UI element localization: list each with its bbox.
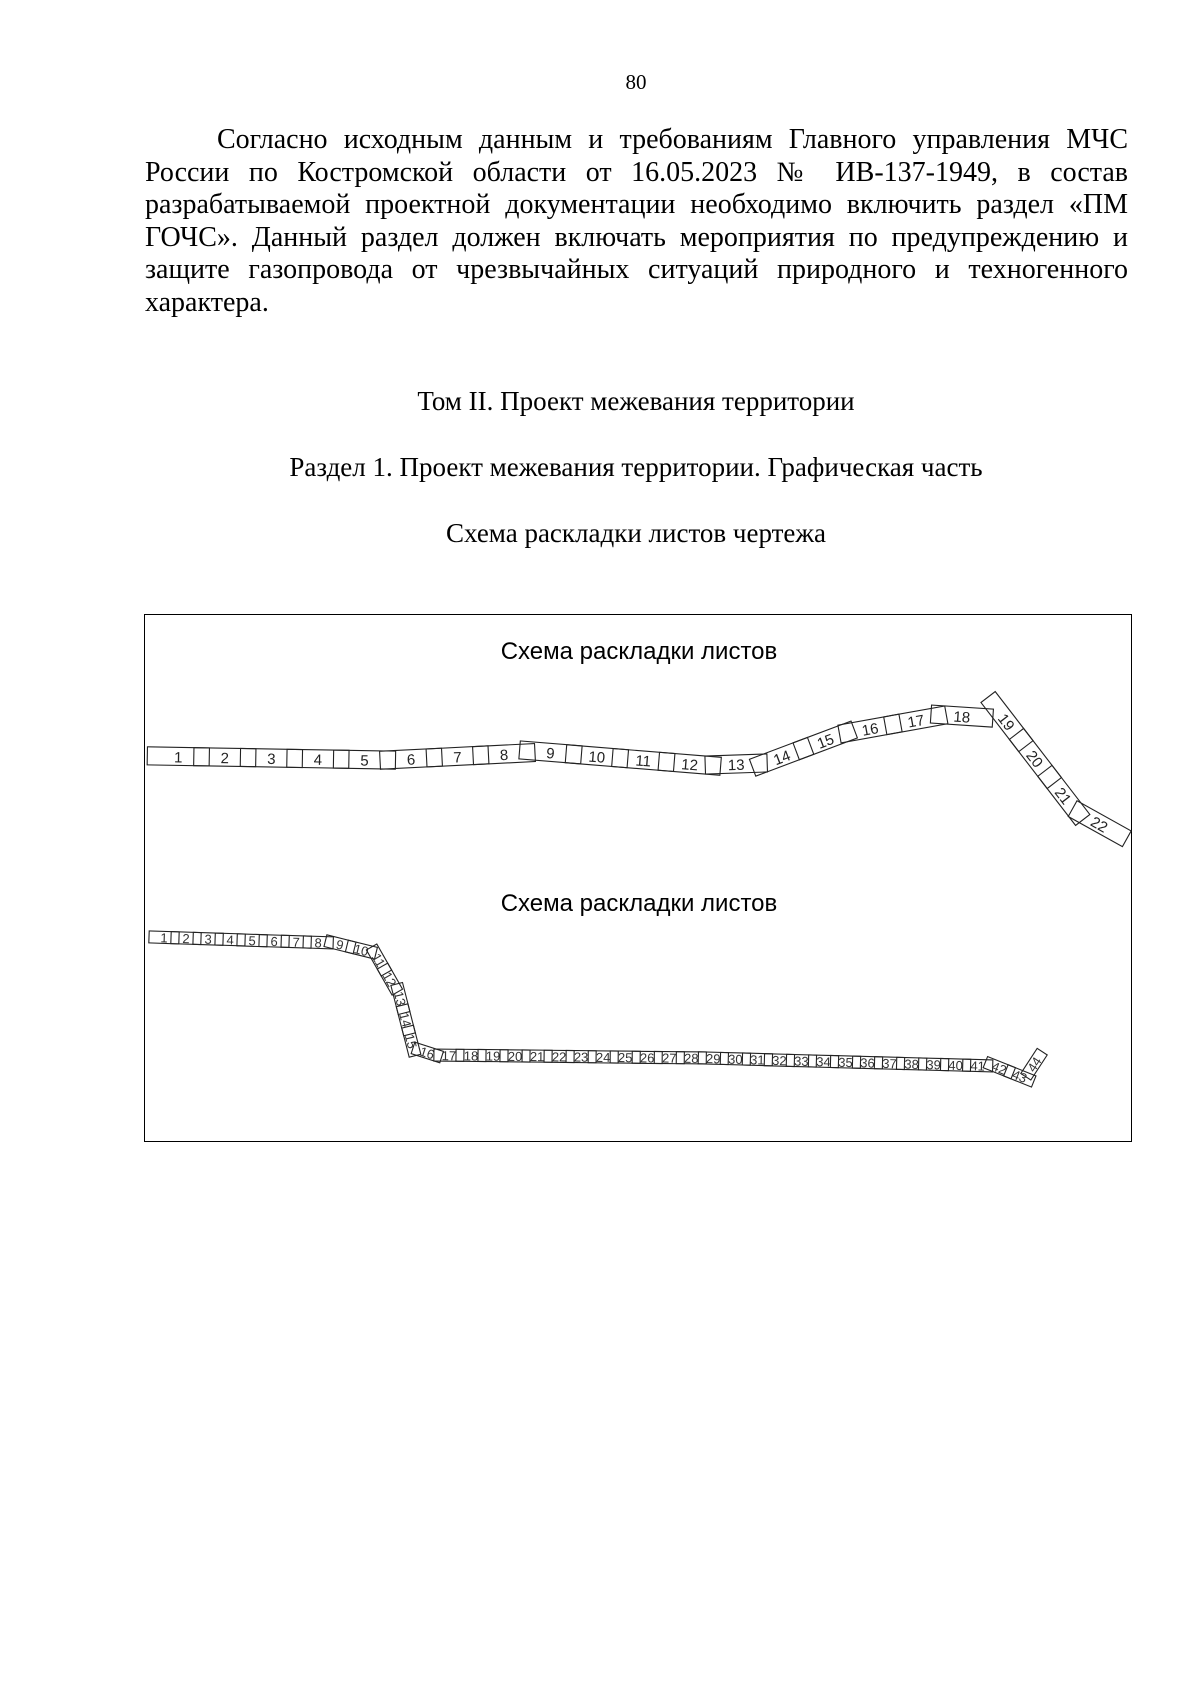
sheet-layout-drawing xyxy=(145,615,1133,1143)
scheme-2-sheet-label: 39 xyxy=(926,1057,942,1073)
scheme-1-sheet-21 xyxy=(1037,765,1090,826)
scheme-2-sheet-label: 28 xyxy=(683,1050,699,1066)
sheet-layout-figure xyxy=(144,614,1132,1142)
scheme-1-sheet-label: 17 xyxy=(906,711,926,732)
scheme-2-sheet-label: 38 xyxy=(904,1056,920,1072)
scheme-2-sheet-label: 27 xyxy=(661,1050,677,1066)
scheme-2-sheet-label: 37 xyxy=(882,1055,897,1072)
scheme-2-sheet-label: 26 xyxy=(639,1050,655,1066)
scheme-2-sheet-label: 44 xyxy=(1024,1054,1045,1075)
section-heading: Раздел 1. Проект межевания территории. Графическая часть xyxy=(289,452,983,482)
scheme-1-sheet-3 xyxy=(240,748,302,768)
scheme-1-sheet-11 xyxy=(612,749,675,773)
scheme-1-sheet-label: 13 xyxy=(727,756,745,775)
scheme-2-sheet-label: 29 xyxy=(705,1051,721,1067)
body-paragraph: Согласно исходным данным и требованиям Главного управления МЧС России по Костромской области от 16.05.2023 № ИВ-137-1949, в состав разрабатываемой проектной документации необходимо включить раздел «ПМ ГОЧС». Данный раздел должен включать мероприятия по предупреждению и защите газопровода от чрезвычайных ситуаций природного и техногенного характера. xyxy=(145,124,1128,318)
scheme-2-sheet-label: 22 xyxy=(551,1049,567,1065)
scheme-2-sheet-14 xyxy=(394,1004,416,1037)
scheme-1-sheet-label: 9 xyxy=(545,745,556,763)
scheme-2-sheet-label: 40 xyxy=(948,1057,964,1074)
scheme-1-sheets xyxy=(147,692,1131,848)
scheme-2-sheet-label: 36 xyxy=(860,1055,875,1071)
scheme-1-sheet-2 xyxy=(194,748,256,768)
scheme-1-sheet-5 xyxy=(333,750,395,770)
scheme-2-sheet-label: 13 xyxy=(390,989,409,1008)
scheme-1-sheet-4 xyxy=(287,749,349,769)
scheme-2-sheet-44 xyxy=(1020,1048,1049,1081)
scheme-1-sheet-label: 12 xyxy=(680,756,699,775)
scheme-2-sheet-label: 18 xyxy=(463,1048,479,1064)
scheme-1-sheet-label: 5 xyxy=(360,752,369,770)
scheme-2-sheet-label: 9 xyxy=(334,936,346,953)
scheme-2-sheet-label: 10 xyxy=(352,941,371,960)
scheme-2-sheet-label: 21 xyxy=(529,1049,545,1065)
scheme-1-sheet-label: 6 xyxy=(406,751,416,769)
scheme-1-sheet-label: 2 xyxy=(220,750,230,768)
scheme-2-sheet-41 xyxy=(962,1058,992,1074)
scheme-2-sheet-label: 8 xyxy=(314,935,323,951)
scheme-2-sheet-8 xyxy=(303,935,333,951)
scheme-2-sheet-label: 4 xyxy=(226,932,234,948)
scheme-2-sheet-label: 16 xyxy=(417,1043,437,1063)
scheme-1-sheet-1 xyxy=(147,747,209,767)
scheme-2-sheet-label: 20 xyxy=(507,1048,523,1064)
scheme-1-sheet-label: 15 xyxy=(814,730,837,753)
scheme-2-sheet-label: 24 xyxy=(595,1049,611,1065)
scheme-1-sheet-15 xyxy=(793,721,858,761)
scheme-1-sheet-label: 22 xyxy=(1087,813,1111,837)
scheme-2-sheet-label: 2 xyxy=(182,930,190,947)
scheme-2-sheet-label: 43 xyxy=(1010,1066,1030,1087)
scheme-1-sheet-label: 8 xyxy=(499,746,509,765)
scheme-2-sheet-label: 23 xyxy=(573,1049,589,1065)
scheme-1-sheet-10 xyxy=(565,745,628,769)
scheme-2-sheet-label: 3 xyxy=(204,931,212,947)
scheme-1-sheet-label: 14 xyxy=(771,747,793,770)
scheme-2-sheet-label: 6 xyxy=(270,933,278,950)
scheme-1-title: Схема раскладки листов xyxy=(500,638,778,665)
scheme-1-sheet-19 xyxy=(980,692,1033,753)
scheme-2-title: Схема раскладки листов xyxy=(500,890,778,917)
scheme-1-sheet-17 xyxy=(884,706,948,736)
scheme-2-sheet-label: 35 xyxy=(838,1054,853,1071)
figure-heading: Схема раскладки листов чертежа xyxy=(445,518,827,548)
scheme-2-sheet-label: 7 xyxy=(292,934,301,950)
scheme-1-sheet-8 xyxy=(473,744,536,766)
scheme-2-sheet-label: 30 xyxy=(727,1051,743,1067)
scheme-2-sheet-label: 12 xyxy=(379,969,400,990)
scheme-2-sheets xyxy=(149,930,1049,1089)
scheme-1-sheet-label: 11 xyxy=(634,752,652,771)
scheme-1-sheet-label: 18 xyxy=(952,708,971,727)
scheme-2-sheet-label: 19 xyxy=(485,1048,501,1064)
scheme-2-sheet-label: 42 xyxy=(989,1058,1009,1078)
scheme-2-sheet-label: 14 xyxy=(396,1011,415,1029)
scheme-1-sheet-label: 19 xyxy=(993,710,1018,735)
scheme-2-sheet-label: 33 xyxy=(793,1053,809,1069)
scheme-1-sheet-label: 21 xyxy=(1050,784,1075,809)
scheme-2-sheet-label: 25 xyxy=(617,1050,633,1066)
scheme-1-sheet-label: 10 xyxy=(587,748,606,767)
scheme-1-sheet-label: 16 xyxy=(860,720,880,740)
scheme-1-sheet-label: 4 xyxy=(313,751,323,769)
scheme-1-sheet-label: 3 xyxy=(267,750,276,769)
page-number: 80 xyxy=(625,70,647,94)
scheme-2-sheet-13 xyxy=(389,982,411,1015)
scheme-2-sheet-label: 1 xyxy=(160,930,168,946)
scheme-1-sheet-20 xyxy=(1009,728,1062,789)
scheme-2-sheet-label: 5 xyxy=(248,933,256,949)
scheme-1-sheet-label: 20 xyxy=(1022,747,1047,772)
scheme-2-sheet-label: 32 xyxy=(771,1052,787,1069)
scheme-2-sheet-label: 31 xyxy=(749,1052,765,1068)
scheme-2-sheet-label: 17 xyxy=(441,1048,457,1064)
scheme-2-sheet-15 xyxy=(400,1025,422,1058)
scheme-2-sheet-label: 11 xyxy=(368,950,389,970)
scheme-1-sheet-label: 1 xyxy=(173,749,183,767)
volume-heading: Том II. Проект межевания территории xyxy=(417,386,855,416)
scheme-1-sheet-9 xyxy=(519,741,582,765)
scheme-2-sheet-label: 41 xyxy=(970,1058,986,1074)
scheme-1-sheet-label: 7 xyxy=(452,749,463,767)
scheme-1-sheet-16 xyxy=(838,714,902,744)
scheme-2-sheet-label: 34 xyxy=(816,1054,831,1070)
scheme-2-sheet-label: 15 xyxy=(401,1032,420,1051)
